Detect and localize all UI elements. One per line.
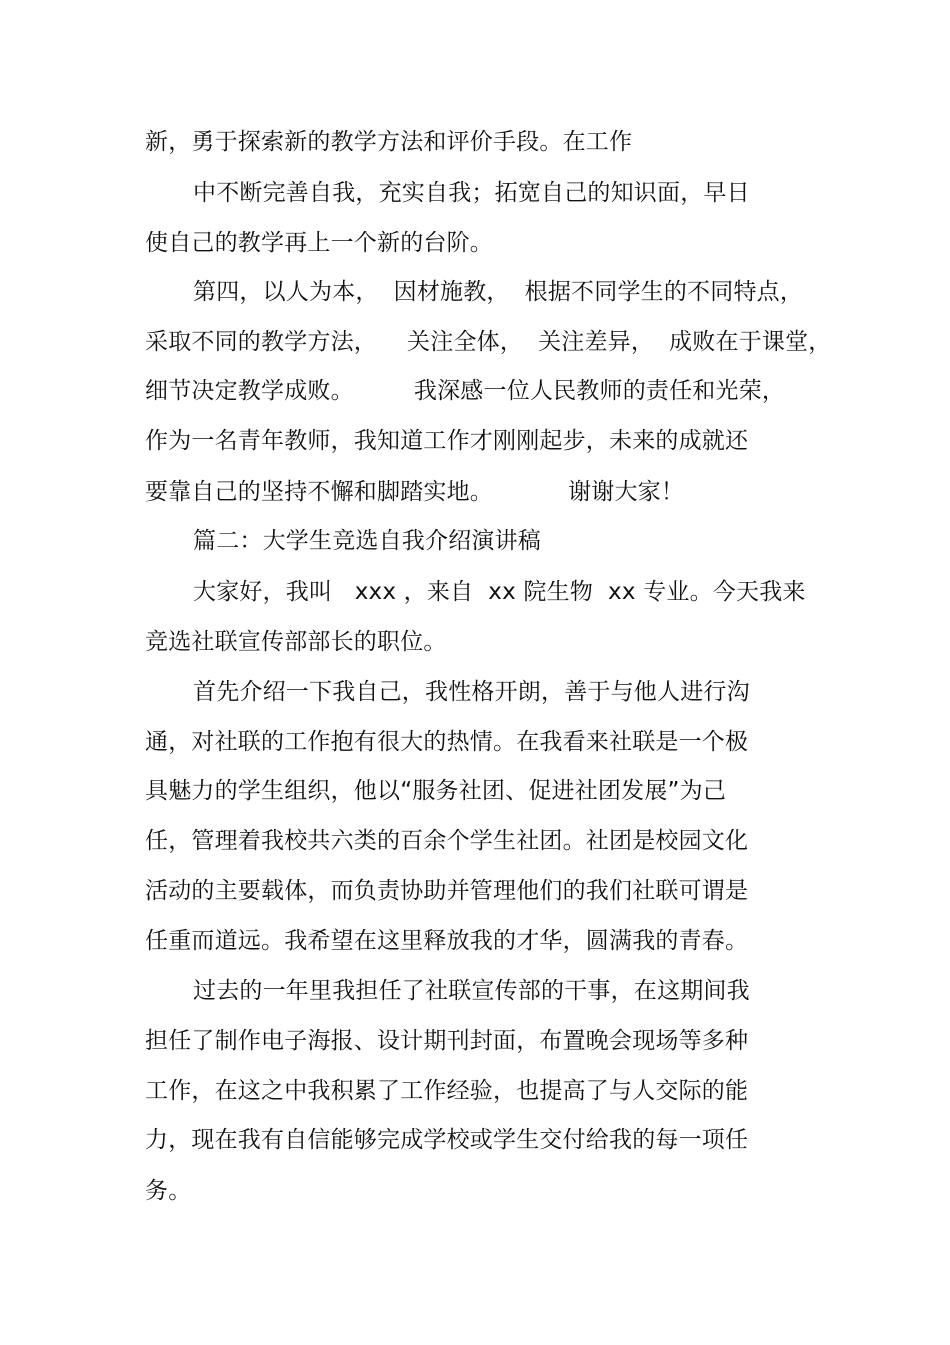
text-line: 第四，以人为本， 因材施教， 根据不同学生的不同特点， bbox=[193, 279, 804, 305]
text-line: 要靠自己的坚持不懈和脚踏实地。 谢谢大家！ bbox=[145, 479, 685, 505]
text-line: 新，勇于探索新的教学方法和评价手段。在工作 bbox=[145, 129, 633, 155]
text-line: 任重而道远。我希望在这里释放我的才华，圆满我的青春。 bbox=[145, 928, 749, 954]
text-line: 通，对社联的工作抱有很大的热情。在我看来社联是一个极 bbox=[145, 729, 749, 755]
text-line: 担任了制作电子海报、设计期刊封面，布置晚会现场等多种 bbox=[145, 1028, 749, 1054]
text-line: 任，管理着我校共六类的百余个学生社团。社团是校园文化 bbox=[145, 828, 749, 854]
section-heading: 篇二：大学生竞选自我介绍演讲稿 bbox=[193, 528, 541, 554]
text-line: 使自己的教学再上一个新的台阶。 bbox=[145, 230, 493, 256]
text-line: 细节决定教学成败。 我深感一位人民教师的责任和光荣， bbox=[145, 378, 786, 404]
text-line: 大家好，我叫 xxx ，来自 xx 院生物 xx 专业。今天我来 bbox=[193, 579, 806, 605]
text-line: 工作，在这之中我积累了工作经验，也提高了与人交际的能 bbox=[145, 1078, 749, 1104]
text-line: 作为一名青年教师，我知道工作才刚刚起步，未来的成就还 bbox=[145, 428, 749, 454]
text-line: 竞选社联宣传部部长的职位。 bbox=[145, 629, 447, 655]
text-line: 力，现在我有自信能够完成学校或学生交付给我的每一项任 bbox=[145, 1127, 749, 1153]
text-line: 务。 bbox=[145, 1178, 192, 1204]
text-line: 具魅力的学生组织，他以“服务社团、促进社团发展”为己 bbox=[145, 778, 727, 804]
text-line: 过去的一年里我担任了社联宣传部的干事，在这期间我 bbox=[193, 978, 750, 1004]
text-line: 活动的主要载体，而负责协助并管理他们的我们社联可谓是 bbox=[145, 878, 749, 904]
text-line: 中不断完善自我，充实自我；拓宽自己的知识面，早日 bbox=[193, 180, 750, 206]
text-line: 采取不同的教学方法， 关注全体， 关注差异， 成败在于课堂， bbox=[145, 329, 832, 355]
text-line: 首先介绍一下我自己，我性格开朗，善于与他人进行沟 bbox=[193, 679, 750, 705]
